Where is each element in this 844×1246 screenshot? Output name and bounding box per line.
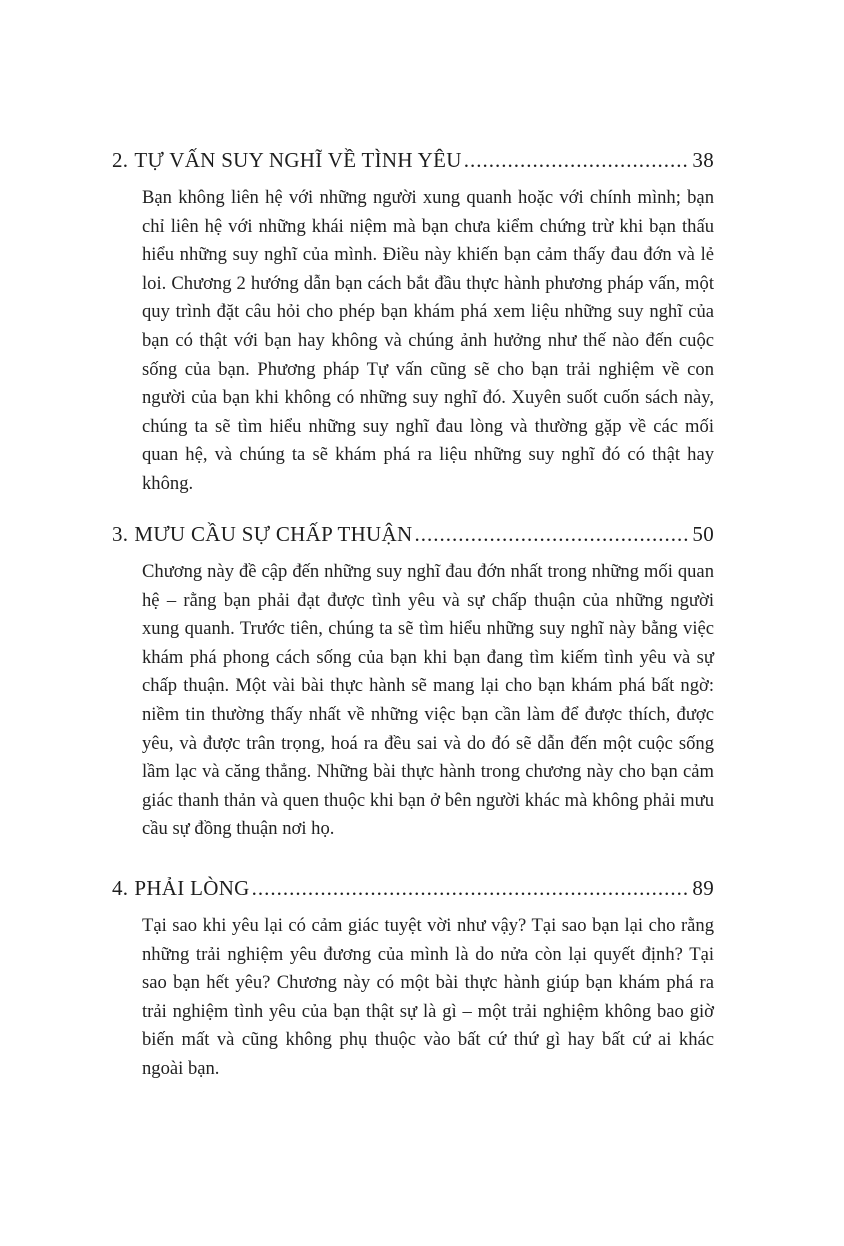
chapter-description: Chương này đề cập đến những suy nghĩ đau đớn nhất trong những mối quan hệ – rằng bạn phải đạt được tình yêu và sự chấp thuận của những người xung quanh. Trước tiên, chúng ta sẽ tìm hiểu những suy nghĩ này bằng việc khám phá phong cách sống của bạn khi bạn đang tìm kiếm tình yêu và sự chấp thuận. Một vài bài thực hành sẽ mang lại cho bạn khám phá bất ngờ: niềm tin thường thấy nhất về những việc bạn cần làm để được thích, được yêu, và được trân trọng, hoá ra đều sai và do đó sẽ dẫn đến một cuộc sống lầm lạc và căng thẳng. Những bài thực hành trong chương này cho bạn cảm giác thanh thản và quen thuộc khi bạn ở bên người khác mà không phải mưu cầu sự đồng thuận nơi họ. — [142, 561, 714, 840]
toc-entry-chapter-3 — [112, 522, 714, 844]
chapter-title: PHẢI LÒNG — [134, 876, 250, 900]
page-number: 89 — [692, 876, 714, 900]
page-number: 38 — [692, 148, 714, 172]
dot-leader — [464, 148, 691, 173]
toc-heading — [112, 148, 714, 182]
chapter-description: Bạn không liên hệ với những người xung quanh hoặc với chính mình; bạn chỉ liên hệ với những khái niệm mà bạn chưa kiểm chứng trừ khi bạn thấu hiểu những suy nghĩ của mình. Điều này khiến bạn cảm thấy đau đớn và lẻ loi. Chương 2 hướng dẫn bạn cách bắt đầu thực hành phương pháp vấn, một quy trình đặt câu hỏi cho phép bạn khám phá xem liệu những suy nghĩ của bạn có thật với bạn hay không và chúng ảnh hưởng như thế nào đến cuộc sống của bạn. Phương pháp Tự vấn cũng sẽ cho bạn trải nghiệm về con người của bạn khi không có những suy nghĩ đó. Xuyên suốt cuốn sách này, chúng ta sẽ tìm hiểu những suy nghĩ đau lòng và thường gặp về các mối quan hệ, và chúng ta sẽ khám phá ra liệu những suy nghĩ đó có thật hay không. — [142, 187, 714, 494]
chapter-number: 3. — [112, 522, 129, 546]
chapter-description: Tại sao khi yêu lại có cảm giác tuyệt vời như vậy? Tại sao bạn lại cho rằng những trải nghiệm yêu đương của mình là do nửa còn lại quyết định? Tại sao bạn hết yêu? Chương này có một bài thực hành giúp bạn khám phá ra trải nghiệm tình yêu của bạn thật sự là gì – một trải nghiệm không bao giờ biến mất và cũng không phụ thuộc vào bất cứ thứ gì hay bất cứ ai khác ngoài bạn. — [142, 915, 714, 1079]
chapter-title: TỰ VẤN SUY NGHĨ VỀ TÌNH YÊU — [134, 148, 462, 172]
toc-heading — [112, 876, 714, 910]
chapter-number: 2. — [112, 148, 129, 172]
toc-heading — [112, 522, 714, 556]
dot-leader — [414, 522, 690, 547]
chapter-number: 4. — [112, 876, 129, 900]
toc-entry-chapter-4 — [112, 876, 714, 1084]
chapter-title: MƯU CẦU SỰ CHẤP THUẬN — [134, 522, 413, 546]
dot-leader — [252, 876, 691, 901]
toc-entry-chapter-2 — [112, 148, 714, 499]
page-number: 50 — [692, 522, 714, 546]
